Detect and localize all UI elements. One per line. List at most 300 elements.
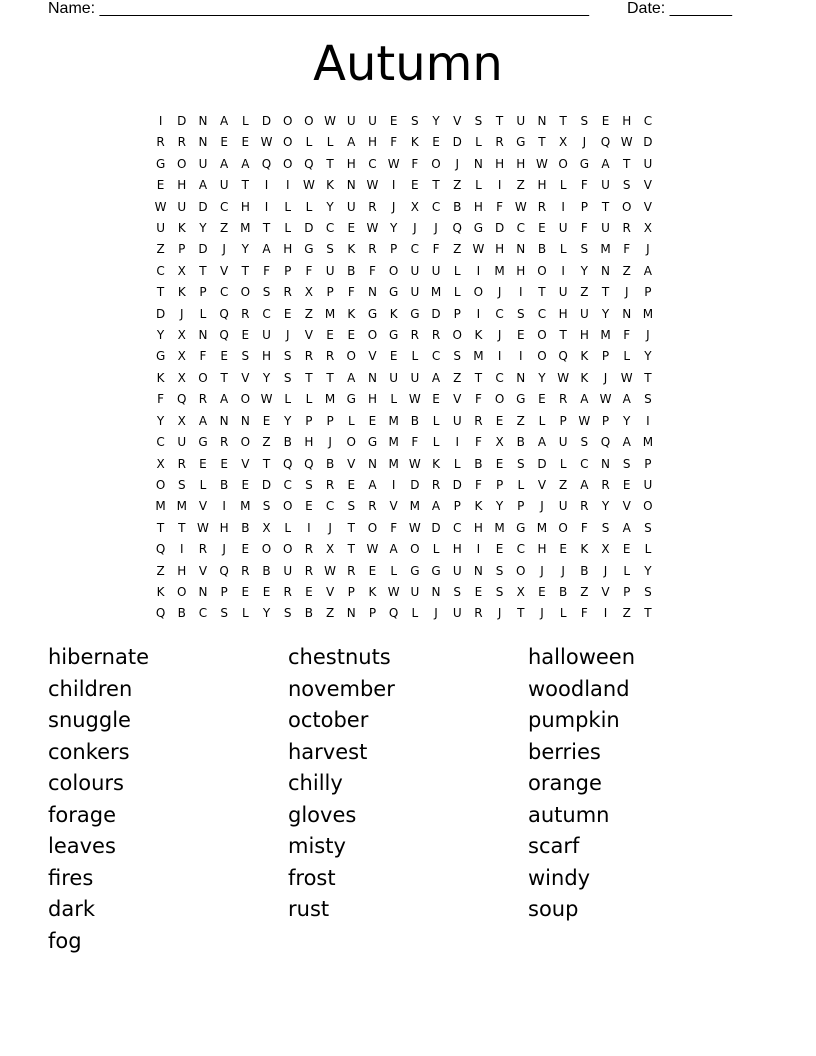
grid-letter: H [304, 435, 314, 450]
grid-letter: F [496, 199, 504, 214]
grid-letter: W [472, 242, 485, 257]
grid-letter: S [326, 242, 334, 257]
grid-letter: H [537, 542, 547, 557]
grid-letter: B [283, 435, 292, 450]
grid-letter: U [410, 370, 420, 385]
grid-letter: J [180, 306, 184, 321]
grid-row [150, 282, 659, 303]
grid-letter: U [177, 199, 187, 214]
grid-letter: K [156, 584, 165, 599]
grid-letter: X [156, 456, 165, 471]
grid-letter: U [643, 477, 653, 492]
grid-letter: C [283, 477, 292, 492]
grid-letter: E [326, 328, 334, 343]
grid-letter: V [643, 178, 653, 193]
grid-letter: I [603, 606, 608, 621]
word-list-item: woodland [528, 676, 630, 701]
grid-letter: Y [538, 370, 546, 385]
grid-letter: Q [282, 456, 293, 471]
grid-letter: R [177, 456, 186, 471]
grid-letter: Y [156, 328, 165, 343]
grid-letter: N [198, 135, 208, 150]
word-list-item: hibernate [48, 645, 149, 669]
grid-letter: Q [452, 221, 462, 236]
grid-letter: V [325, 584, 335, 599]
grid-letter: D [643, 135, 653, 150]
grid-letter: O [388, 263, 399, 278]
grid-letter: U [558, 285, 568, 300]
grid-letter: I [285, 178, 290, 193]
grid-letter: O [177, 584, 187, 599]
grid-letter: U [346, 114, 356, 128]
grid-letter: P [326, 285, 334, 300]
grid-letter: O [558, 156, 568, 171]
word-list-item: forage [48, 802, 116, 827]
grid-letter: U [325, 263, 335, 278]
grid-letter: R [241, 306, 250, 321]
grid-letter: Q [155, 542, 166, 557]
grid-letter: N [367, 456, 377, 471]
grid-row [150, 411, 659, 432]
grid-letter: U [643, 156, 653, 171]
grid-letter: U [579, 306, 589, 321]
grid-letter: O [621, 199, 632, 214]
grid-letter: O [643, 499, 653, 514]
grid-letter: B [304, 606, 314, 621]
grid-letter: Z [559, 477, 568, 492]
grid-letter: E [283, 306, 292, 321]
grid-letter: E [389, 349, 398, 364]
grid-letter: L [644, 542, 652, 557]
grid-letter: Y [644, 563, 652, 578]
grid-letter: J [455, 156, 459, 171]
grid-letter: W [154, 199, 167, 214]
grid-letter: O [452, 328, 462, 343]
grid-letter: S [347, 499, 356, 514]
grid-letter: O [177, 156, 187, 171]
grid-letter: H [346, 156, 356, 171]
grid-letter: B [516, 435, 525, 450]
grid-letter: T [156, 520, 165, 535]
grid-letter: S [305, 477, 313, 492]
word-list-item: november [288, 676, 395, 701]
grid-letter: X [325, 542, 335, 557]
grid-letter: U [410, 285, 420, 300]
grid-letter: G [346, 392, 356, 407]
grid-row [150, 154, 659, 175]
grid-letter: T [517, 606, 525, 621]
grid-row [150, 239, 659, 260]
grid-letter: D [410, 477, 420, 492]
grid-letter: R [495, 135, 504, 150]
grid-letter: J [497, 606, 502, 621]
grid-letter: D [304, 221, 314, 236]
grid-letter: P [517, 499, 525, 514]
grid-letter: H [495, 242, 505, 257]
grid-letter: G [198, 435, 208, 450]
grid-letter: P [580, 199, 588, 214]
grid-letter: X [304, 285, 314, 300]
grid-letter: P [453, 499, 461, 514]
grid-letter: L [623, 563, 631, 578]
grid-letter: M [600, 242, 611, 257]
grid-letter: W [387, 156, 400, 171]
grid-letter: K [177, 285, 186, 300]
grid-letter: U [219, 178, 229, 193]
grid-letter: B [347, 263, 356, 278]
grid-letter: L [199, 306, 207, 321]
grid-letter: O [155, 477, 166, 492]
grid-row [150, 325, 659, 346]
grid-letter: P [326, 413, 334, 428]
grid-letter: R [410, 328, 420, 343]
grid-letter: Y [262, 370, 271, 385]
grid-letter: A [622, 520, 631, 535]
grid-letter: Q [177, 392, 187, 407]
grid-letter: J [646, 242, 650, 257]
grid-letter: S [283, 606, 292, 621]
grid-letter: K [389, 306, 398, 321]
grid-letter: G [431, 563, 441, 578]
grid-letter: D [431, 520, 441, 535]
grid-letter: Q [558, 349, 568, 364]
grid-letter: V [241, 456, 250, 471]
grid-letter: L [475, 135, 482, 150]
grid-letter: S [262, 285, 271, 300]
grid-letter: B [559, 584, 568, 599]
grid-letter: J [582, 135, 587, 150]
grid-letter: F [411, 156, 419, 171]
grid-letter: F [390, 520, 398, 535]
grid-letter: I [307, 520, 311, 535]
grid-letter: O [282, 135, 293, 150]
grid-letter: D [155, 306, 166, 321]
grid-row [150, 261, 659, 282]
grid-letter: T [326, 370, 334, 385]
grid-letter: E [305, 584, 313, 599]
grid-letter: Y [262, 606, 271, 621]
grid-letter: U [452, 413, 462, 428]
grid-letter: A [431, 370, 441, 385]
grid-letter: Y [601, 499, 610, 514]
grid-letter: B [325, 456, 335, 471]
grid-letter: I [561, 199, 565, 214]
grid-letter: C [495, 306, 504, 321]
grid-letter: L [390, 563, 397, 578]
grid-letter: W [260, 135, 273, 150]
grid-letter: R [198, 542, 208, 557]
grid-letter: P [178, 242, 186, 257]
grid-letter: G [516, 392, 526, 407]
grid-letter: X [177, 328, 186, 343]
grid-letter: M [176, 499, 187, 514]
grid-letter: E [368, 563, 377, 578]
grid-letter: V [537, 477, 547, 492]
grid-letter: Q [600, 135, 611, 150]
grid-letter: I [264, 178, 269, 193]
grid-letter: I [497, 178, 502, 193]
grid-letter: S [644, 520, 652, 535]
grid-letter: N [601, 263, 611, 278]
word-list-item: orange [528, 771, 602, 795]
grid-letter: A [241, 156, 250, 171]
grid-letter: L [538, 413, 546, 428]
grid-letter: V [453, 114, 462, 128]
grid-letter: E [241, 542, 250, 557]
grid-letter: J [222, 542, 226, 557]
grid-letter: P [284, 263, 292, 278]
grid-letter: C [453, 520, 462, 535]
grid-letter: J [540, 606, 544, 621]
grid-letter: C [643, 114, 653, 128]
grid-letter: E [262, 413, 271, 428]
grid-letter: K [156, 370, 165, 385]
grid-letter: N [473, 156, 483, 171]
grid-letter: L [453, 285, 461, 300]
grid-letter: P [453, 306, 461, 321]
grid-letter: J [497, 328, 502, 343]
grid-letter: D [452, 135, 462, 150]
grid-letter: R [325, 349, 335, 364]
grid-letter: O [198, 370, 208, 385]
grid-letter: S [622, 178, 631, 193]
grid-letter: C [325, 221, 335, 236]
grid-letter: E [241, 584, 250, 599]
grid-letter: R [474, 413, 483, 428]
grid-letter: F [369, 263, 376, 278]
grid-letter: F [390, 135, 398, 150]
grid-letter: G [579, 156, 589, 171]
grid-letter: Z [516, 178, 525, 193]
grid-letter: B [410, 413, 419, 428]
grid-letter: C [495, 370, 504, 385]
grid-letter: X [643, 221, 653, 236]
grid-letter: O [346, 435, 356, 450]
grid-letter: C [410, 242, 420, 257]
word-list-item: soup [528, 897, 579, 921]
grid-letter: E [347, 221, 356, 236]
grid-letter: O [431, 156, 441, 171]
grid-letter: G [410, 306, 420, 321]
grid-letter: S [644, 584, 652, 599]
grid-letter: I [455, 435, 459, 450]
grid-letter: P [495, 477, 504, 492]
grid-letter: D [261, 477, 272, 492]
grid-letter: R [622, 221, 631, 236]
grid-letter: M [494, 520, 505, 535]
grid-letter: K [474, 328, 483, 343]
grid-letter: E [559, 542, 567, 557]
grid-row [150, 539, 659, 560]
grid-letter: A [220, 156, 229, 171]
grid-letter: N [198, 584, 208, 599]
grid-letter: U [346, 199, 356, 214]
grid-letter: S [580, 242, 589, 257]
grid-letter: H [367, 392, 377, 407]
grid-letter: R [177, 135, 186, 150]
grid-letter: R [368, 199, 377, 214]
grid-letter: E [538, 221, 546, 236]
grid-letter: H [473, 199, 483, 214]
grid-letter: R [198, 392, 208, 407]
grid-letter: G [155, 349, 166, 364]
grid-letter: B [537, 242, 547, 257]
grid-letter: D [494, 221, 505, 236]
word-list-item: berries [528, 739, 601, 764]
grid-letter: R [283, 584, 292, 599]
grid-letter: C [516, 221, 525, 236]
word-list-item: frost [288, 865, 336, 890]
grid-letter: V [601, 584, 610, 599]
grid-letter: S [453, 349, 462, 364]
grid-letter: V [368, 349, 377, 364]
grid-letter: H [452, 542, 462, 557]
grid-letter: Q [261, 156, 272, 171]
grid-letter: E [220, 135, 228, 150]
word-list-item: dark [48, 897, 95, 921]
grid-letter: W [408, 520, 421, 535]
grid-letter: S [241, 349, 250, 364]
grid-letter: T [474, 370, 483, 385]
grid-letter: X [516, 584, 525, 599]
grid-letter: J [328, 520, 332, 535]
grid-letter: Y [284, 413, 292, 428]
grid-letter: T [432, 178, 440, 193]
grid-letter: C [431, 349, 441, 364]
grid-letter: D [198, 199, 208, 214]
grid-letter: N [473, 563, 483, 578]
grid-letter: S [644, 392, 652, 407]
grid-letter: H [367, 135, 377, 150]
grid-letter: R [537, 199, 547, 214]
grid-letter: R [241, 563, 250, 578]
grid-letter: Q [219, 306, 229, 321]
grid-letter: K [580, 542, 589, 557]
grid-letter: A [643, 263, 653, 278]
word-list-item: misty [288, 834, 346, 858]
grid-letter: C [219, 285, 229, 300]
grid-letter: R [558, 392, 568, 407]
grid-letter: L [326, 135, 334, 150]
grid-letter: H [558, 306, 568, 321]
word-list-item: fog [48, 928, 82, 953]
grid-letter: E [432, 392, 440, 407]
grid-letter: N [622, 306, 632, 321]
grid-letter: X [177, 370, 186, 385]
grid-letter: N [219, 413, 229, 428]
grid-letter: U [262, 328, 271, 343]
grid-letter: W [536, 156, 548, 171]
grid-row [150, 346, 659, 367]
grid-letter: T [559, 328, 567, 343]
grid-letter: T [347, 542, 355, 557]
grid-letter: N [198, 114, 208, 128]
grid-letter: R [347, 563, 356, 578]
grid-letter: F [411, 435, 419, 450]
word-list-item: pumpkin [528, 708, 620, 732]
grid-letter: S [177, 477, 186, 492]
grid-letter: Z [220, 221, 229, 236]
grid-letter: E [495, 456, 504, 471]
grid-letter: Z [453, 178, 462, 193]
grid-letter: N [346, 606, 356, 621]
grid-letter: U [452, 606, 462, 621]
grid-letter: K [347, 306, 356, 321]
grid-letter: N [367, 285, 377, 300]
grid-letter: Y [241, 242, 250, 257]
grid-letter: O [367, 520, 378, 535]
grid-letter: X [262, 520, 271, 535]
grid-letter: B [262, 563, 271, 578]
grid-letter: A [601, 156, 610, 171]
grid-letter: V [241, 370, 250, 385]
grid-letter: I [646, 413, 650, 428]
grid-letter: U [601, 178, 610, 193]
grid-letter: V [347, 456, 356, 471]
grid-letter: I [519, 349, 523, 364]
grid-letter: L [475, 178, 482, 193]
grid-letter: F [580, 221, 588, 236]
grid-letter: W [620, 370, 633, 385]
grid-letter: T [559, 114, 567, 128]
grid-letter: E [538, 584, 546, 599]
grid-letter: Q [219, 328, 229, 343]
grid-letter: Z [580, 285, 589, 300]
grid-letter: F [623, 328, 631, 343]
grid-letter: L [453, 263, 461, 278]
grid-letter: K [368, 584, 377, 599]
grid-letter: Q [304, 456, 314, 471]
grid-letter: A [347, 370, 356, 385]
grid-letter: P [601, 413, 610, 428]
grid-letter: J [603, 563, 608, 578]
grid-letter: F [580, 520, 588, 535]
grid-letter: Q [219, 563, 229, 578]
grid-letter: A [622, 392, 631, 407]
grid-letter: L [242, 114, 249, 128]
grid-letter: V [622, 499, 631, 514]
grid-letter: R [368, 499, 377, 514]
grid-letter: E [368, 413, 377, 428]
grid-letter: L [559, 606, 567, 621]
grid-letter: U [177, 435, 187, 450]
grid-letter: O [537, 349, 547, 364]
grid-letter: N [516, 370, 526, 385]
grid-letter: I [391, 477, 396, 492]
grid-letter: X [177, 413, 186, 428]
grid-letter: H [516, 263, 526, 278]
grid-letter: O [410, 542, 420, 557]
grid-letter: J [434, 606, 438, 621]
grid-letter: E [347, 328, 356, 343]
grid-letter: P [644, 456, 652, 471]
grid-letter: C [516, 542, 525, 557]
grid-letter: L [432, 435, 440, 450]
grid-letter: L [559, 456, 567, 471]
grid-letter: S [622, 456, 631, 471]
grid-letter: J [434, 221, 438, 236]
grid-letter: X [410, 199, 419, 214]
grid-letter: R [325, 477, 335, 492]
grid-letter: B [474, 456, 483, 471]
grid-letter: M [388, 435, 399, 450]
grid-letter: F [305, 263, 313, 278]
grid-letter: N [240, 413, 250, 428]
grid-letter: T [601, 285, 610, 300]
grid-letter: O [282, 542, 293, 557]
grid-letter: T [623, 156, 631, 171]
grid-letter: W [366, 178, 379, 193]
